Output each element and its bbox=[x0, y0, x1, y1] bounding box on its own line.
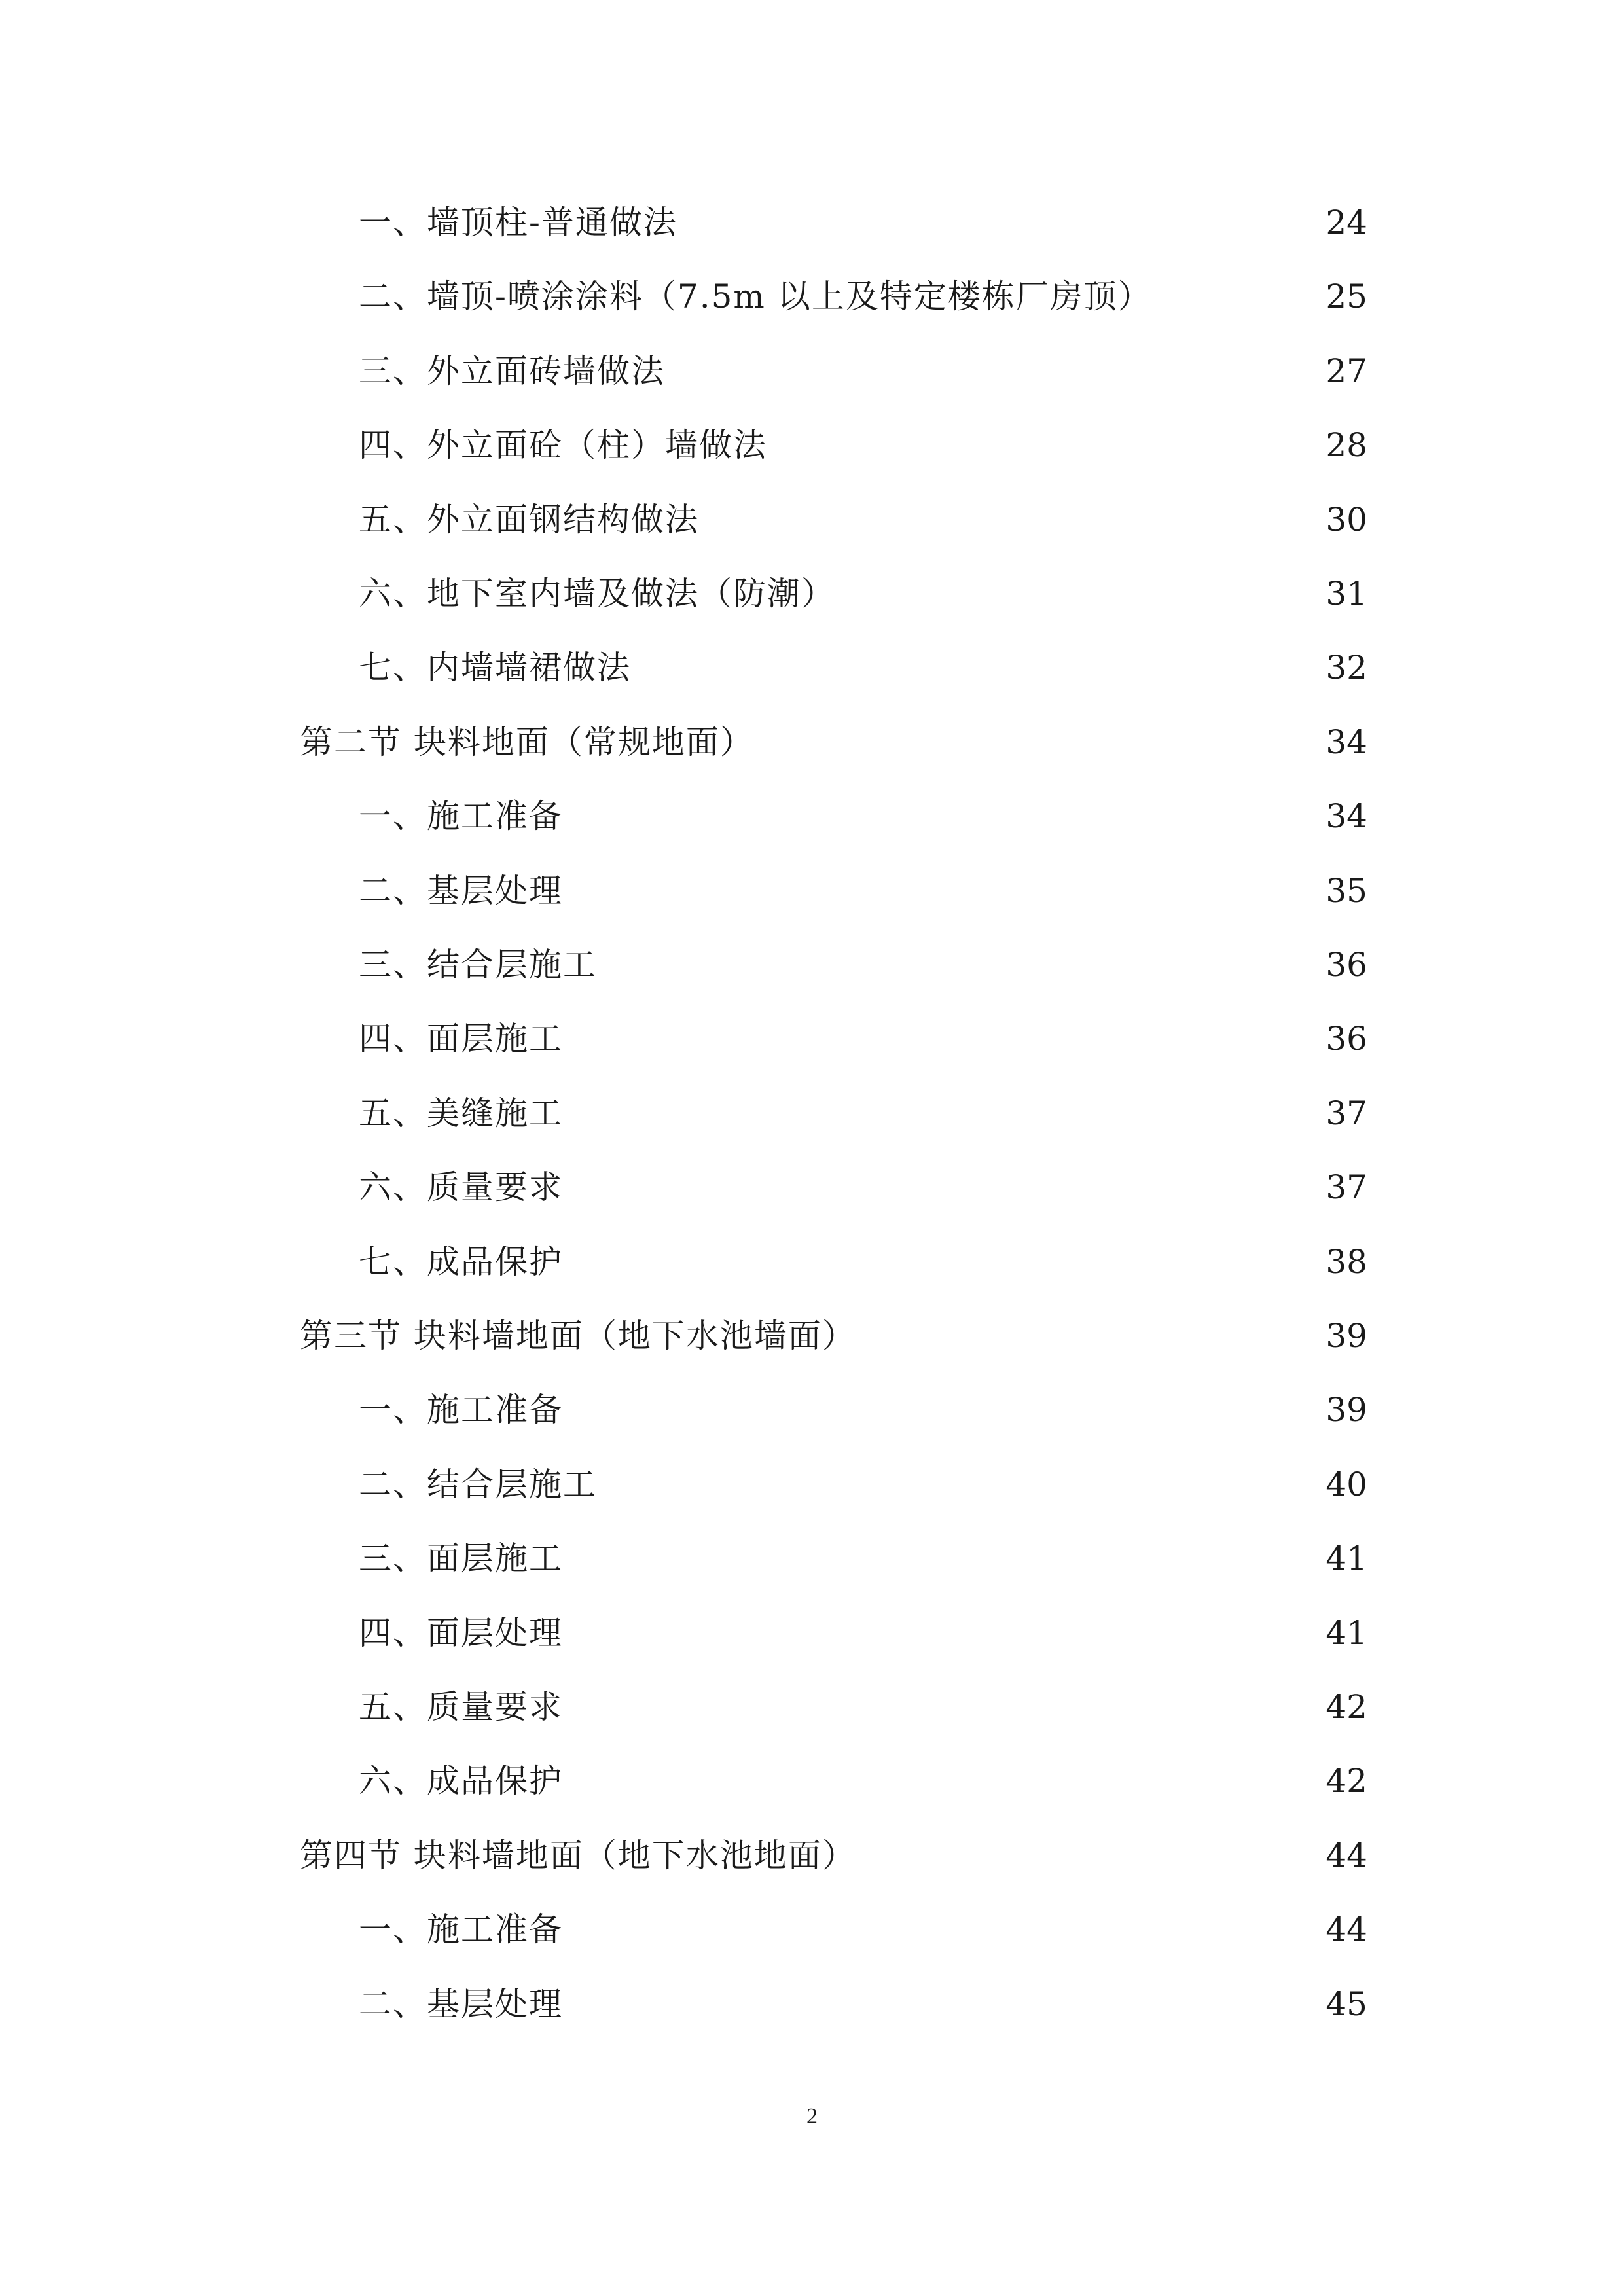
toc-entry-label: 六、成品保护 bbox=[359, 1762, 563, 1801]
toc-entry-label: 七、内墙墙裙做法 bbox=[359, 649, 631, 687]
toc-entry-label: 一、施工准备 bbox=[359, 1910, 563, 1949]
toc-entry-label: 二、基层处理 bbox=[359, 871, 563, 910]
toc-entry-label: 五、美缝施工 bbox=[359, 1094, 563, 1132]
toc-dot-leader bbox=[865, 1823, 1306, 1888]
toc-subsection-entry[interactable] bbox=[359, 561, 1367, 626]
toc-dot-leader bbox=[708, 487, 1306, 552]
toc-dot-leader bbox=[640, 635, 1306, 700]
toc-subsection-entry[interactable] bbox=[359, 932, 1367, 997]
toc-entry-label: 一、墙顶柱-普通做法 bbox=[359, 204, 677, 242]
toc-dot-leader bbox=[1161, 264, 1306, 329]
toc-entry-page-number: 31 bbox=[1326, 575, 1367, 613]
toc-entry-label: 三、外立面砖墙做法 bbox=[359, 351, 665, 390]
toc-subsection-entry[interactable] bbox=[359, 1229, 1367, 1295]
toc-dot-leader bbox=[572, 1081, 1306, 1146]
toc-entry-label: 第四节 块料墙地面（地下水池地面） bbox=[300, 1836, 856, 1874]
toc-entry-label: 三、结合层施工 bbox=[359, 946, 597, 984]
toc-subsection-entry[interactable] bbox=[359, 1897, 1367, 1962]
toc-dot-leader bbox=[572, 1377, 1306, 1443]
toc-entry-label: 三、面层施工 bbox=[359, 1539, 563, 1578]
toc-section-entry[interactable] bbox=[300, 1823, 1367, 1888]
toc-subsection-entry[interactable] bbox=[359, 1748, 1367, 1814]
toc-entry-label: 六、地下室内墙及做法（防潮） bbox=[359, 575, 835, 613]
toc-dot-leader bbox=[674, 338, 1306, 404]
toc-subsection-entry[interactable] bbox=[359, 338, 1367, 404]
toc-dot-leader bbox=[572, 1006, 1306, 1071]
toc-subsection-entry[interactable] bbox=[359, 1600, 1367, 1666]
toc-dot-leader bbox=[776, 412, 1306, 478]
toc-entry-page-number: 44 bbox=[1326, 1910, 1367, 1949]
toc-subsection-entry[interactable] bbox=[359, 783, 1367, 849]
toc-entry-page-number: 41 bbox=[1326, 1613, 1367, 1652]
toc-entry-page-number: 34 bbox=[1326, 723, 1367, 761]
toc-dot-leader bbox=[572, 1229, 1306, 1295]
toc-dot-leader bbox=[572, 1897, 1306, 1962]
toc-entry-page-number: 32 bbox=[1326, 649, 1367, 687]
toc-entry-page-number: 44 bbox=[1326, 1836, 1367, 1874]
toc-entry-label: 二、结合层施工 bbox=[359, 1465, 597, 1503]
toc-subsection-entry[interactable] bbox=[359, 190, 1367, 255]
toc-subsection-entry[interactable] bbox=[359, 412, 1367, 478]
toc-entry-page-number: 35 bbox=[1326, 871, 1367, 910]
toc-dot-leader bbox=[572, 1155, 1306, 1220]
toc-subsection-entry[interactable] bbox=[359, 1377, 1367, 1443]
toc-entry-label: 一、施工准备 bbox=[359, 1391, 563, 1429]
toc-entry-label: 二、墙顶-喷涂涂料（7.5m 以上及特定楼栋厂房顶） bbox=[359, 278, 1152, 316]
toc-entry-page-number: 37 bbox=[1326, 1094, 1367, 1132]
toc-dot-leader bbox=[572, 1674, 1306, 1740]
toc-dot-leader bbox=[572, 1748, 1306, 1814]
toc-entry-label: 四、面层处理 bbox=[359, 1613, 563, 1652]
toc-entry-page-number: 42 bbox=[1326, 1762, 1367, 1801]
toc-entry-page-number: 27 bbox=[1326, 351, 1367, 390]
toc-subsection-entry[interactable] bbox=[359, 487, 1367, 552]
toc-entry-label: 一、施工准备 bbox=[359, 797, 563, 836]
toc-dot-leader bbox=[844, 561, 1306, 626]
toc-entry-page-number: 28 bbox=[1326, 426, 1367, 465]
toc-entry-page-number: 39 bbox=[1326, 1391, 1367, 1429]
toc-entry-label: 四、面层施工 bbox=[359, 1020, 563, 1058]
toc-entry-page-number: 25 bbox=[1326, 278, 1367, 316]
toc-entry-page-number: 34 bbox=[1326, 797, 1367, 836]
toc-subsection-entry[interactable] bbox=[359, 1674, 1367, 1740]
toc-entry-page-number: 30 bbox=[1326, 500, 1367, 539]
toc-entry-page-number: 39 bbox=[1326, 1317, 1367, 1355]
toc-dot-leader bbox=[865, 1303, 1306, 1369]
toc-entry-label: 二、基层处理 bbox=[359, 1984, 563, 2023]
toc-entry-page-number: 38 bbox=[1326, 1242, 1367, 1281]
toc-dot-leader bbox=[763, 709, 1306, 775]
toc-dot-leader bbox=[606, 932, 1306, 997]
toc-subsection-entry[interactable] bbox=[359, 635, 1367, 700]
toc-subsection-entry[interactable] bbox=[359, 1081, 1367, 1146]
toc-entry-page-number: 41 bbox=[1326, 1539, 1367, 1578]
toc-entry-label: 四、外立面砼（柱）墙做法 bbox=[359, 426, 767, 465]
toc-section-entry[interactable] bbox=[300, 709, 1367, 775]
toc-entry-page-number: 37 bbox=[1326, 1168, 1367, 1207]
toc-dot-leader bbox=[606, 1452, 1306, 1517]
toc-subsection-entry[interactable] bbox=[359, 1155, 1367, 1220]
toc-subsection-entry[interactable] bbox=[359, 1971, 1367, 2037]
toc-subsection-entry[interactable] bbox=[359, 1452, 1367, 1517]
toc-entry-label: 五、质量要求 bbox=[359, 1688, 563, 1726]
page-number: 2 bbox=[806, 2104, 818, 2128]
toc-dot-leader bbox=[572, 1600, 1306, 1666]
toc-entry-page-number: 36 bbox=[1326, 946, 1367, 984]
toc-entry-page-number: 24 bbox=[1326, 204, 1367, 242]
toc-entry-label: 五、外立面钢结构做法 bbox=[359, 500, 699, 539]
toc-section-entry[interactable] bbox=[300, 1303, 1367, 1369]
toc-subsection-entry[interactable] bbox=[359, 1006, 1367, 1071]
toc-dot-leader bbox=[687, 190, 1306, 255]
toc-entry-page-number: 42 bbox=[1326, 1688, 1367, 1726]
toc-entry-page-number: 36 bbox=[1326, 1020, 1367, 1058]
toc-dot-leader bbox=[572, 783, 1306, 849]
toc-subsection-entry[interactable] bbox=[359, 1526, 1367, 1591]
toc-entry-label: 七、成品保护 bbox=[359, 1242, 563, 1281]
toc-entry-page-number: 45 bbox=[1326, 1984, 1367, 2023]
toc-subsection-entry[interactable] bbox=[359, 264, 1367, 329]
toc-entry-label: 第三节 块料墙地面（地下水池墙面） bbox=[300, 1317, 856, 1355]
toc-entry-label: 六、质量要求 bbox=[359, 1168, 563, 1207]
toc-entry-label: 第二节 块料地面（常规地面） bbox=[300, 723, 754, 761]
toc-dot-leader bbox=[572, 1526, 1306, 1591]
toc-dot-leader bbox=[572, 858, 1306, 924]
toc-dot-leader bbox=[572, 1971, 1306, 2037]
toc-entry-page-number: 40 bbox=[1326, 1465, 1367, 1503]
toc-subsection-entry[interactable] bbox=[359, 858, 1367, 924]
